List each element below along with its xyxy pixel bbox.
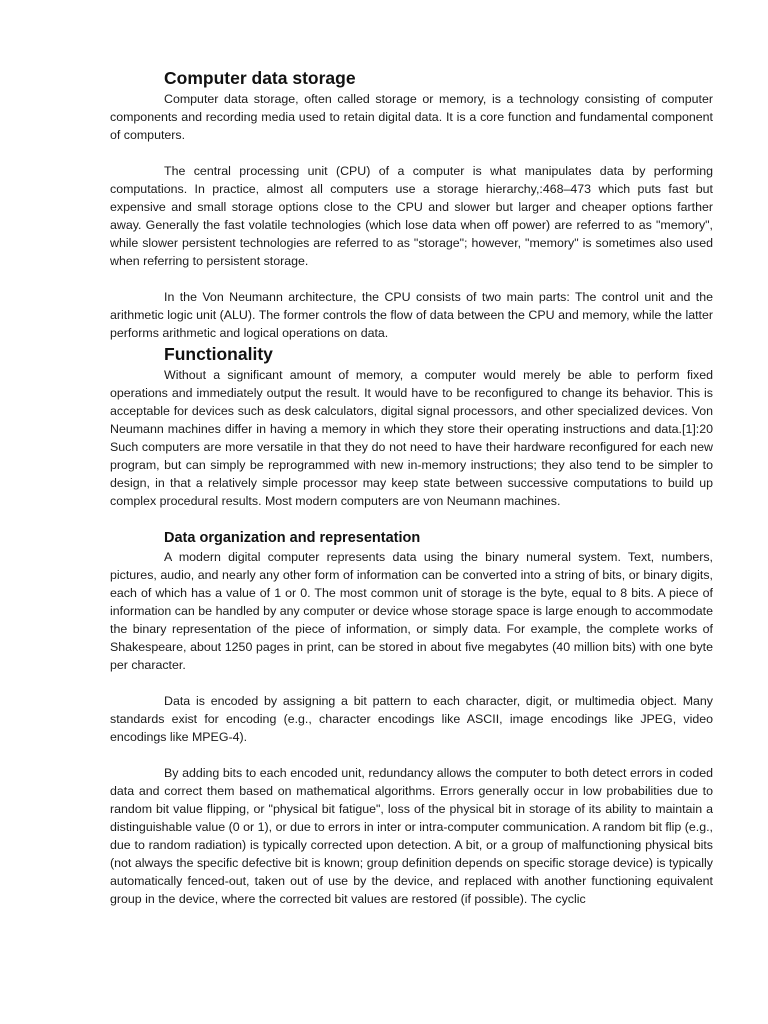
intro-paragraph-2: The central processing unit (CPU) of a computer is what manipulates data by performing computations. In practice, almost all computers use a storage hierarchy,:468–473 which puts fast but expensive and small storage options close to the CPU and slower but larger and cheaper options farther away. Generally the fast volatile technologies (which lose data when off power) are referred to as "memory", while slower persistent technologies are referred to as "storage"; however, "memory" is sometimes also used when referring to persistent storage. — [110, 164, 713, 268]
intro-paragraph-3: In the Von Neumann architecture, the CPU consists of two main parts: The control unit and the arithmetic logic unit (ALU). The former controls the flow of data between the CPU and memory, while the latter performs arithmetic and logical operations on data. — [110, 290, 713, 340]
document-page — [110, 66, 713, 908]
section-heading-data-organization: Data organization and representation — [164, 530, 421, 546]
section-heading-functionality: Functionality — [164, 344, 273, 364]
data-organization-paragraph-1: A modern digital computer represents data using the binary numeral system. Text, numbers, pictures, audio, and nearly any other form of information can be converted into a string of bits, or binary digits, each of which has a value of 1 or 0. The most common unit of storage is the byte, equal to 8 bits. A piece of information can be handled by any computer or device whose storage space is large enough to accommodate the binary representation of the piece of information, or simply data. For example, the complete works of Shakespeare, about 1250 pages in print, can be stored in about five megabytes (40 million bits) with one byte per character. — [110, 550, 713, 672]
data-organization-paragraph-2: Data is encoded by assigning a bit pattern to each character, digit, or multimedia object. Many standards exist for encoding (e.g., character encodings like ASCII, image encodings like JPEG, video encodings like MPEG-4). — [110, 694, 713, 744]
functionality-paragraph-1: Without a significant amount of memory, a computer would merely be able to perform fixed operations and immediately output the result. It would have to be reconfigured to change its behavior. This is acceptable for devices such as desk calculators, digital signal processors, and other specialized devices. Von Neumann machines differ in having a memory in which they store their operating instructions and data.[1]:20 Such computers are more versatile in that they do not need to have their hardware reconfigured for each new program, but can simply be reprogrammed with new in-memory instructions; they also tend to be simpler to design, in that a relatively simple processor may keep state between successive computations to build up complex procedural results. Most modern computers are von Neumann machines. — [110, 368, 713, 508]
page-title: Computer data storage — [164, 68, 356, 88]
data-organization-paragraph-3: By adding bits to each encoded unit, redundancy allows the computer to both detect errors in coded data and correct them based on mathematical algorithms. Errors generally occur in low probabilities due to random bit value flipping, or "physical bit fatigue", loss of the physical bit in storage of its ability to maintain a distinguishable value (0 or 1), or due to errors in inter or intra-computer communication. A random bit flip (e.g., due to random radiation) is typically corrected upon detection. A bit, or a group of malfunctioning physical bits (not always the specific defective bit is known; group definition depends on specific storage device) is typically automatically fenced-out, taken out of use by the device, and replaced with another functioning equivalent group in the device, where the corrected bit values are restored (if possible). The cyclic — [110, 766, 713, 906]
intro-paragraph-1: Computer data storage, often called storage or memory, is a technology consisting of computer components and recording media used to retain digital data. It is a core function and fundamental component of computers. — [110, 92, 713, 142]
